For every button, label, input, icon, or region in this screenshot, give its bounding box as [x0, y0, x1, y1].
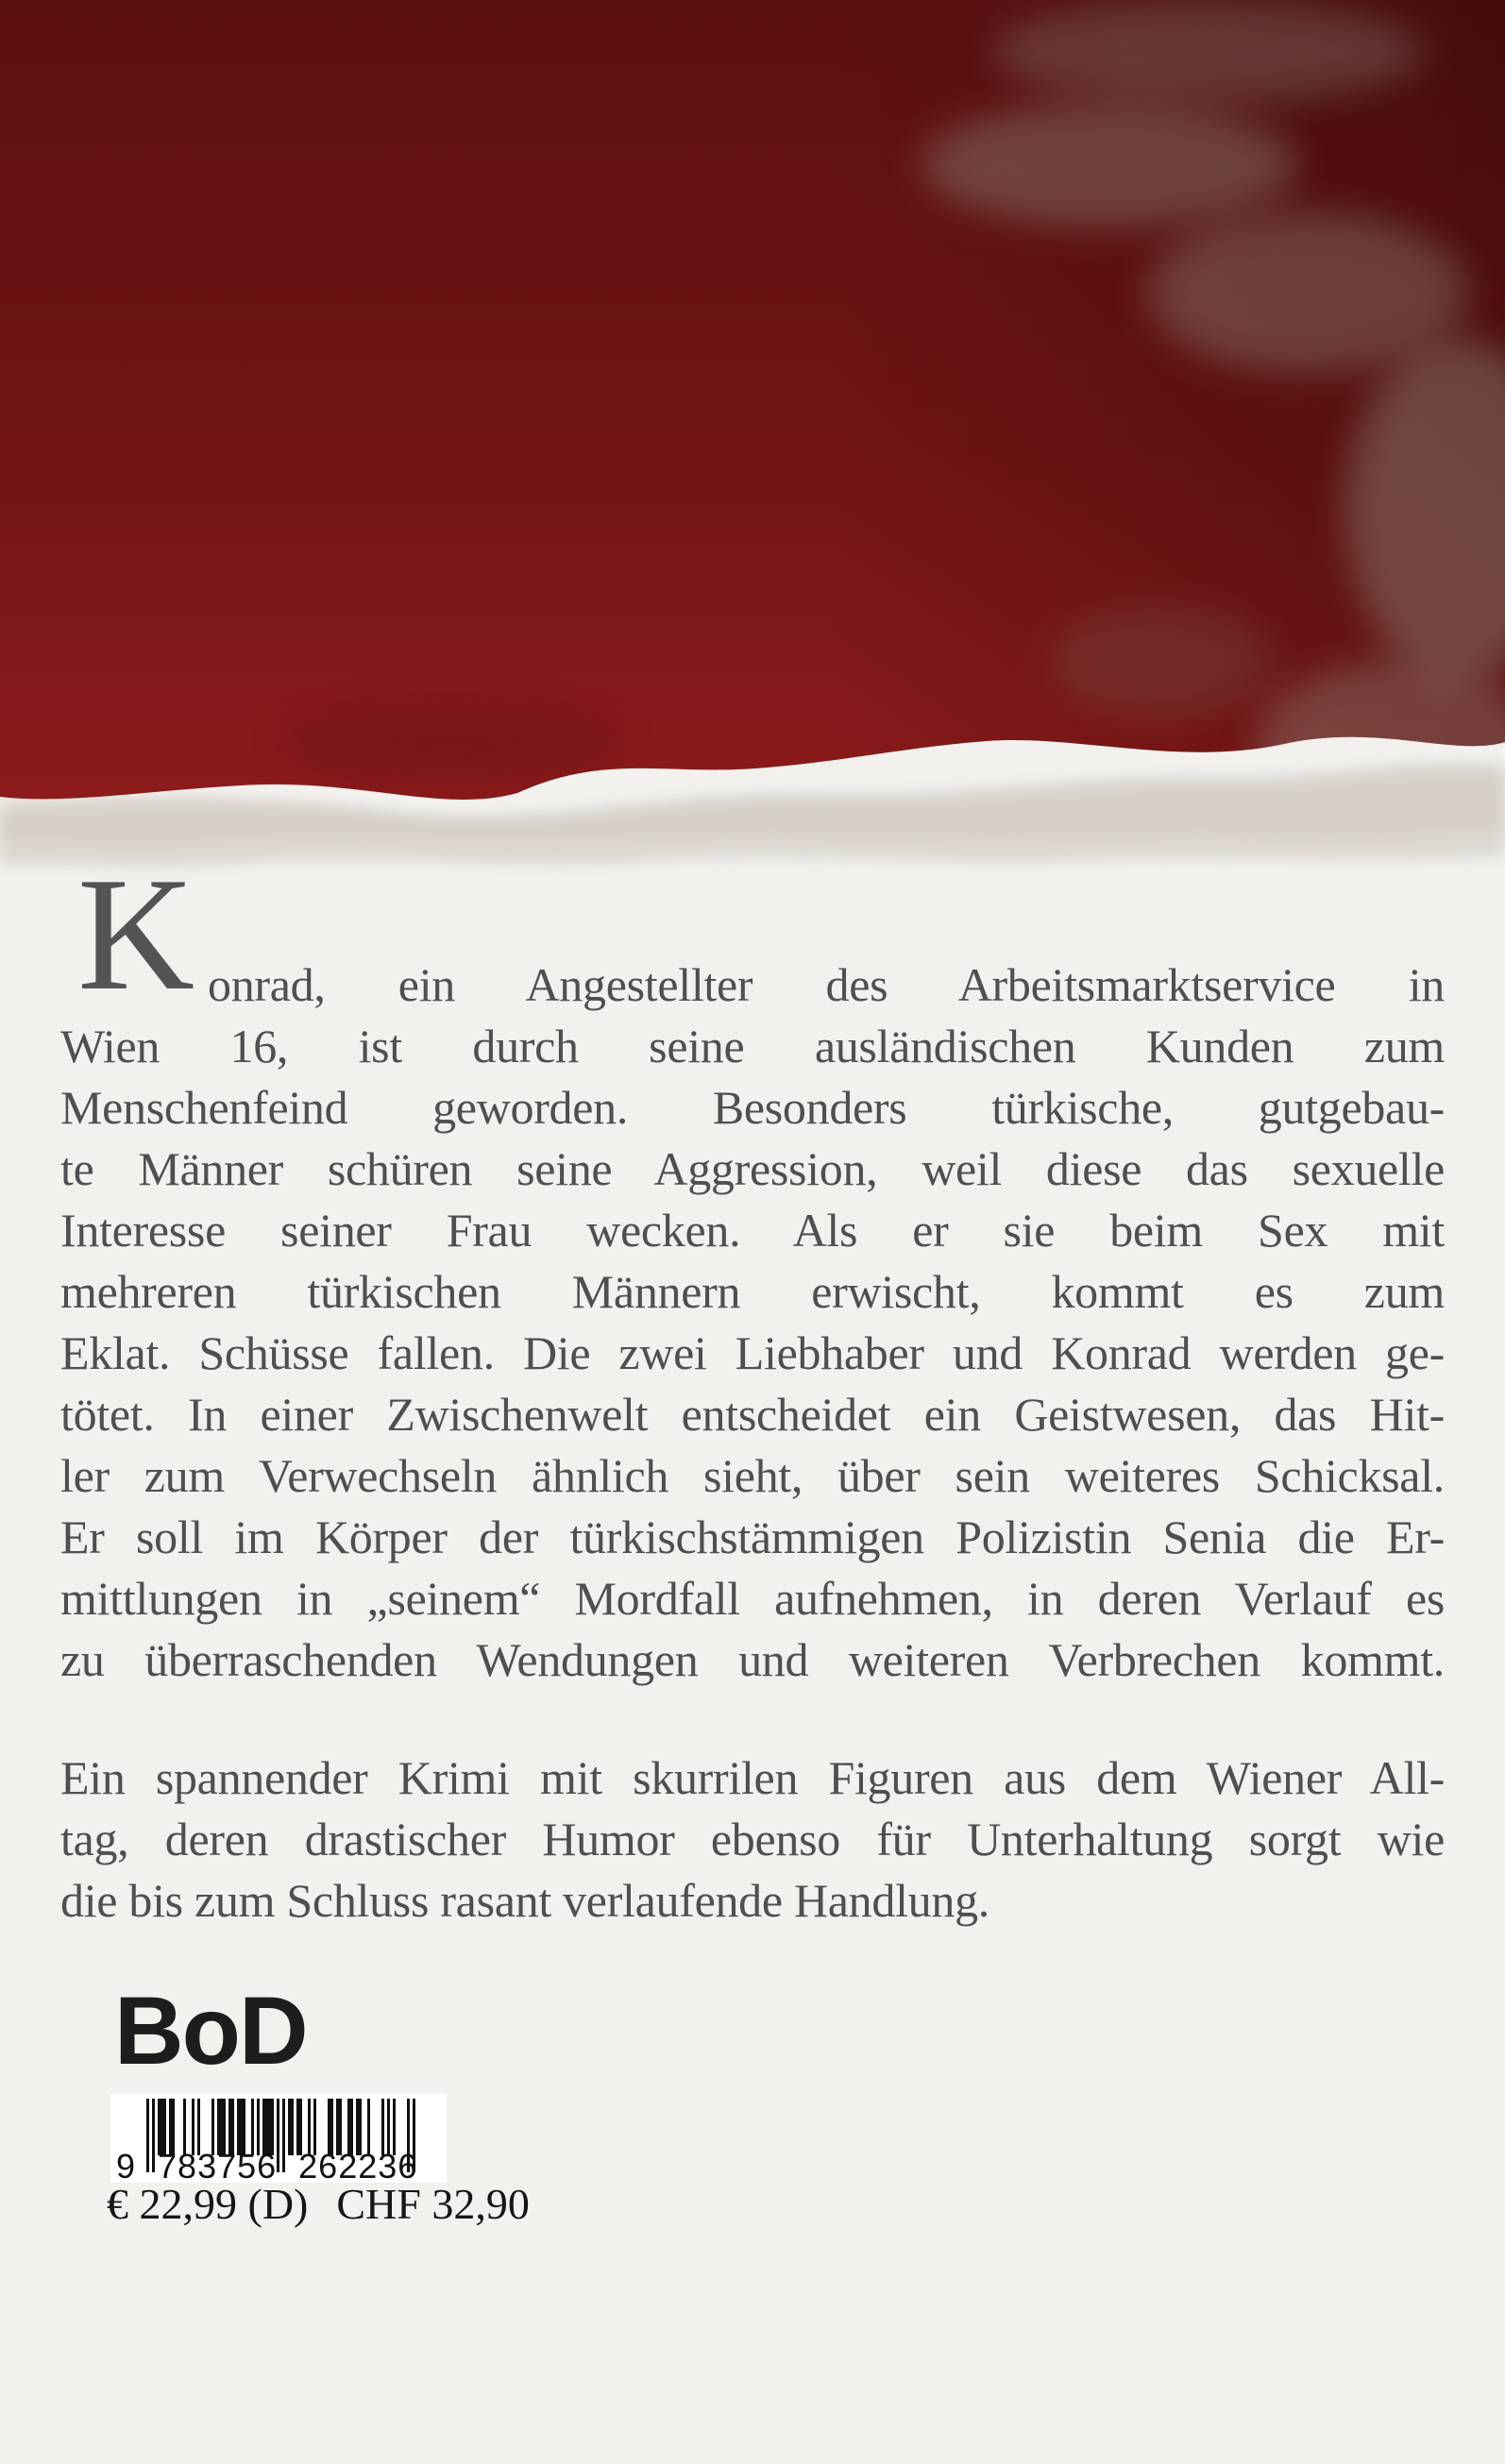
text-line: die bis zum Schluss rasant verlaufende Handlung. — [60, 1874, 989, 1927]
text-line: Er soll im Körper der türkischstämmigen Polizistin Senia die Er- — [60, 1510, 1445, 1563]
text-line: mehreren türkischen Männern erwischt, kommt es zum — [60, 1265, 1445, 1318]
text-line: te Männer schüren seine Aggression, weil diese das sexuelle — [60, 1142, 1445, 1195]
drop-cap: K — [77, 845, 195, 1024]
text-line: Eklat. Schüsse fallen. Die zwei Liebhaber und Konrad werden ge- — [60, 1326, 1445, 1379]
publisher-logo: BoD — [114, 1977, 307, 2084]
first-line-text: onrad, ein Angestellter des Arbeitsmarktservice in — [208, 958, 1445, 1011]
text-line: mittlungen in „seinem“ Mordfall aufnehmen, in deren Verlauf es — [60, 1572, 1445, 1625]
text-line: Wien 16, ist durch seine ausländischen Kunden zum — [60, 1020, 1445, 1072]
price-chf: CHF 32,90 — [336, 2180, 530, 2228]
blurb-text — [60, 1747, 1445, 1932]
isbn-number: 9 783756 262236 — [116, 2147, 418, 2186]
text-line: ler zum Verwechseln ähnlich sieht, über sein weiteres Schicksal. — [60, 1449, 1445, 1502]
barcode — [110, 2094, 447, 2186]
synopsis-text — [60, 845, 1445, 1691]
text-line: Menschenfeind geworden. Besonders türkische, gutgebau- — [60, 1081, 1445, 1134]
text-line — [60, 845, 1445, 1024]
price-line — [107, 2179, 530, 2229]
text-line: zu überraschenden Wendungen und weiteren Verbrechen kommt. — [60, 1633, 1445, 1686]
text-line: tag, deren drastischer Humor ebenso für Unterhaltung sorgt wie — [60, 1813, 1445, 1865]
red-cover-tear-artwork — [0, 0, 1505, 906]
price-eur: € 22,99 (D) — [107, 2180, 309, 2228]
text-line: tötet. In einer Zwischenwelt entscheidet ein Geistwesen, das Hit- — [60, 1388, 1445, 1441]
text-line: Ein spannender Krimi mit skurrilen Figuren aus dem Wiener All- — [60, 1751, 1445, 1804]
text-line: Interesse seiner Frau wecken. Als er sie beim Sex mit — [60, 1204, 1445, 1257]
